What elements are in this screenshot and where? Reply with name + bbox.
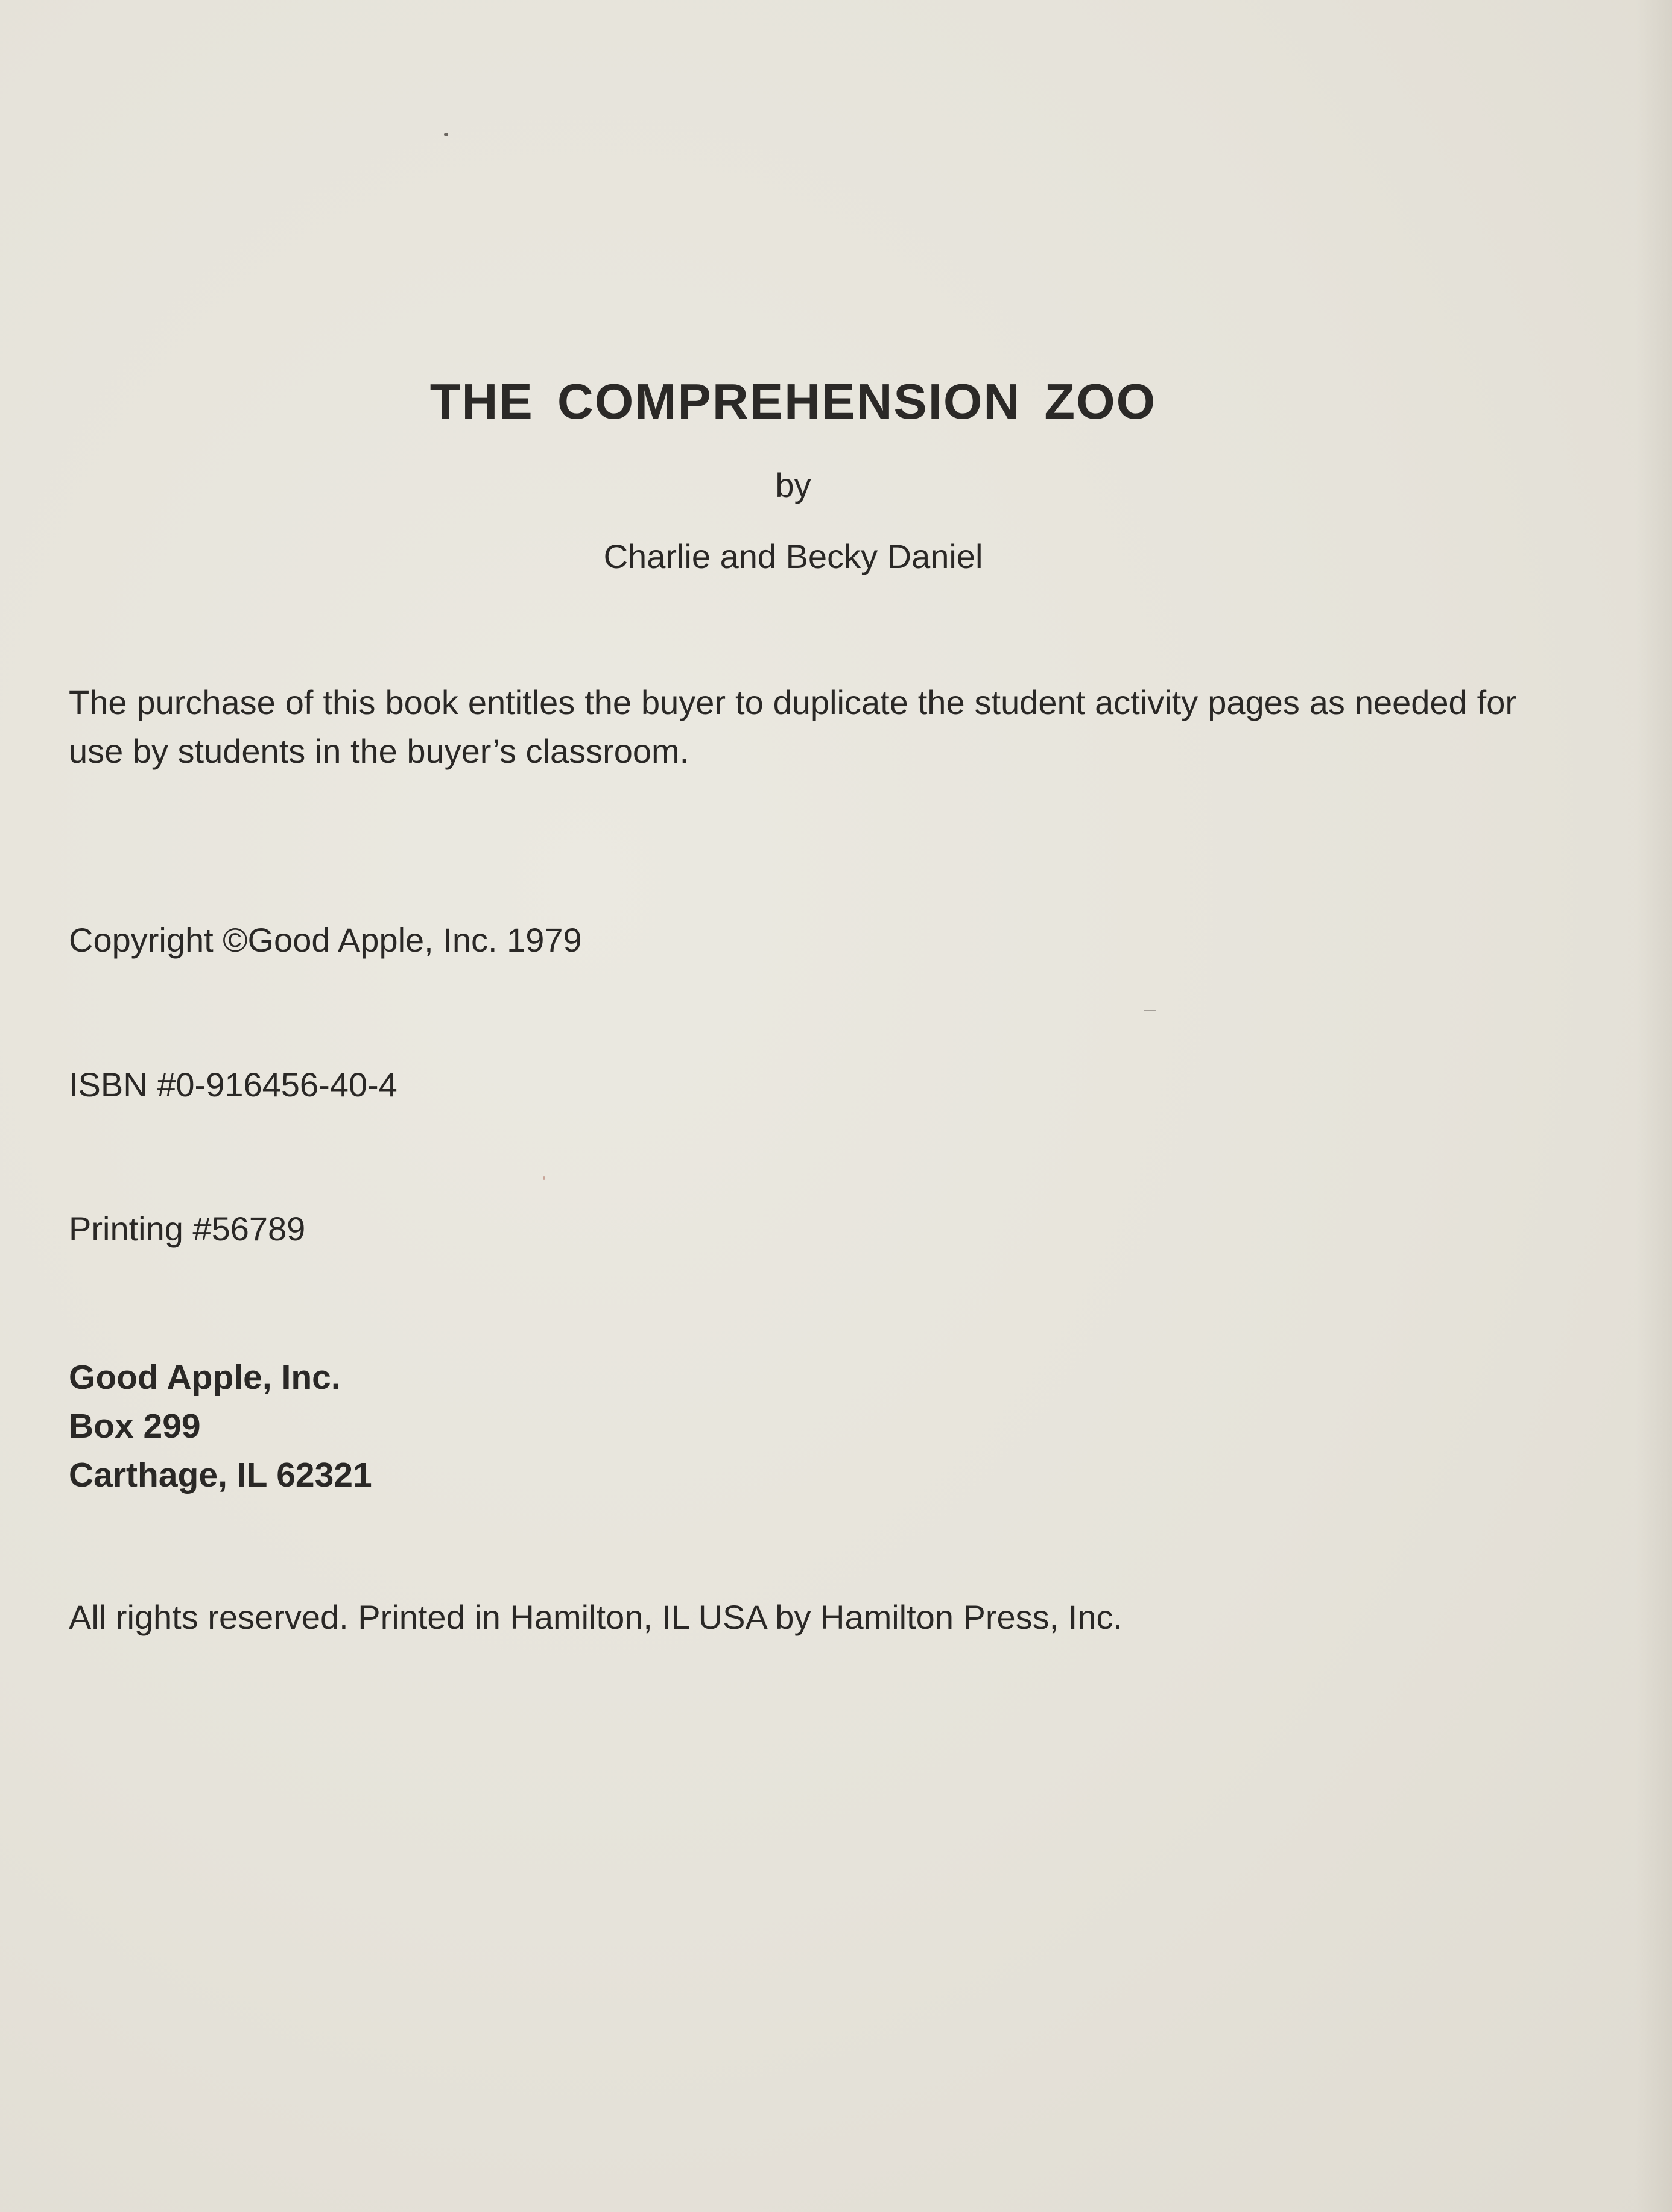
copyright-line: Copyright ©Good Apple, Inc. 1979 bbox=[69, 921, 582, 959]
book-title: THE COMPREHENSION ZOO bbox=[429, 373, 1157, 429]
publisher-address bbox=[69, 1353, 372, 1500]
paper-speck bbox=[444, 133, 448, 136]
publisher-name: Good Apple, Inc. bbox=[69, 1358, 341, 1397]
duplication-notice: The purchase of this book entitles the buyer to duplicate the student activity pages as needed for use by students in the buyer’s classroom. bbox=[69, 683, 1516, 770]
authors: Charlie and Becky Daniel bbox=[603, 537, 983, 575]
rights-line: All rights reserved. Printed in Hamilton, IL USA by Hamilton Press, Inc. bbox=[69, 1598, 1123, 1636]
publisher-city: Carthage, IL 62321 bbox=[69, 1456, 372, 1494]
isbn-line: ISBN #0-916456-40-4 bbox=[69, 1066, 397, 1104]
printing-line: Printing #56789 bbox=[69, 1210, 306, 1248]
paper-speck bbox=[1144, 1010, 1156, 1011]
publisher-box: Box 299 bbox=[69, 1407, 201, 1446]
page-edge-shadow bbox=[1636, 0, 1672, 2212]
paper-speck bbox=[543, 1176, 545, 1180]
byline: by bbox=[775, 466, 811, 504]
